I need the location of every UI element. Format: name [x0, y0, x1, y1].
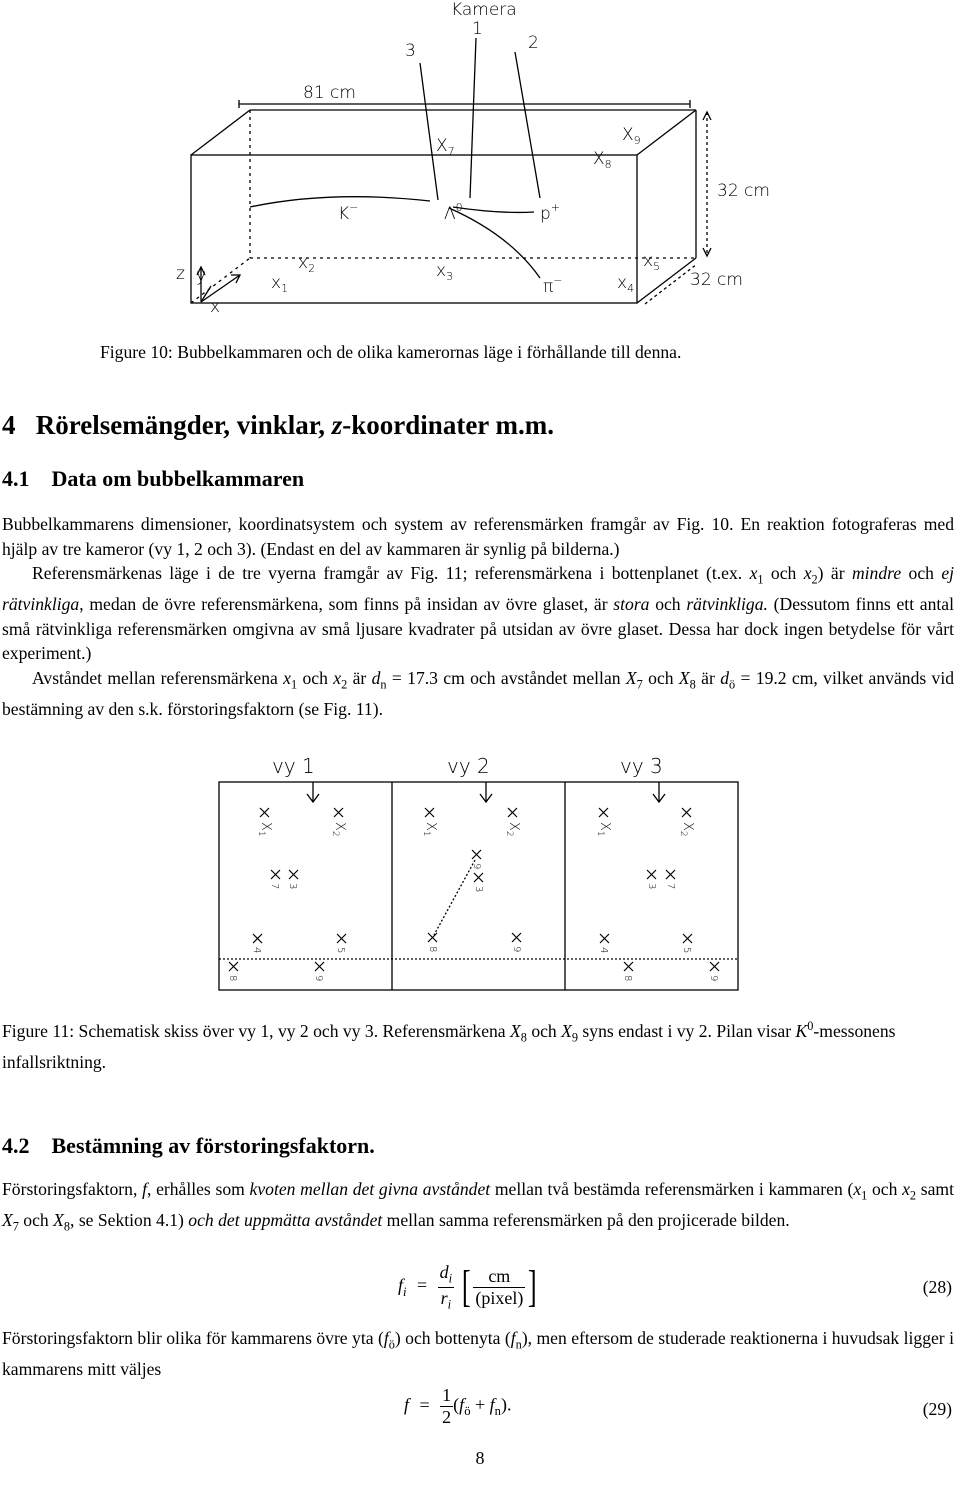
- document-page: Kamera 1 2 3 81 cm 32 cm 32 cm $X_7$ $X_8$ $X_9$ K− $\Lambda^0$ p+ π− $x_1$ $x_2$ $x_3$ $x_4$ $x_5$ z y x Figure 10: Bubbelkammaren och de olika kamerornas läge i förhållande till denna. 4 Rörelsemängder, vinklar, z-koordinater m.m. 4.1 Data om bubbelkammaren Bubbelkammarens dimensioner, koordinatsystem och system av referensmärken framgår av Fig. 10. En reaktion fotograferas med hjälp av tre kameror (vy 1, 2 och 3). (Endast en del av kammaren är synlig på bilderna.) Referensmärkenas läge i de tre vyerna framgår av Fig. 11; referensmärkena i bottenplanet (t.ex. $x_1$ och $x_2$) är mindre och ej rätvinkliga, medan de övre referensmärkena, som finns på insidan av övre glaset, är stora och rätvinkliga. (Dessutom finns ett antal små rätvinkliga referensmärken omgivna av små ljusare kvadrater på utsidan av övre glaset. Dessa har dock ingen betydelse för vårt experiment.) Avståndet mellan referensmärkena $x_1$ och $x_2$ är $d_n = 17.3$ cm och avståndet mellan $X_7$ och $X_8$ är $d_ö = 19.2$ cm, vilket används vid bestämning av den s.k. förstoringsfaktorn (se Fig. 11). vy 1 vy 2 vy 3 $X_1$ $X_2$ 7 3 4 5 8 9 $X_1$ $X_2$ 9 3 8 9 $X_1$ $X_2$ 3 7 4 5 8 9 Figure 11: Schematisk skiss över vy 1, vy 2 och vy 3. Referensmärkena $X_8$ och $X_9$ syns endast i vy 2. Pilan visar $K^0$-messonens infallsriktning. 4.2 Bestämning av förstoringsfaktorn. Förstoringsfaktorn, f, erhålles som kvoten mellan det givna avståndet mellan två bestämda referensmärken i kammaren ($x_1$ och $x_2$ samt $X_7$ och $X_8$, se Sektion 4.1) och det uppmätta avståndet mellan samma referensmärken på den projicerade bilden. $f_i$ = $\frac{d_i}{r_i}$ [ $\frac{cm}{\text{(pixel)}}$ ] (28) Förstoringsfaktorn blir olika för kammarens övre yta $(f_ö)$ och bottenyta $(f_n)$, men eftersom de studerade reaktionerna i huvudsak ligger i kammarens mitt väljes f = $\frac{1}{2}$ $(f_ö + f_n)$. (29) 8: [0, 0, 960, 1494]
- section-4-heading: 4 Rörelsemängder, vinklar, z-koordinater m.m.: [2, 410, 555, 440]
- label-vy3: vy 3: [620, 754, 663, 778]
- cross-x4-vy1: [253, 934, 262, 943]
- section-4-2-heading: 4.2 Bestämning av förstoringsfaktorn.: [2, 1133, 375, 1158]
- section-4-1-heading: 4.1 Data om bubbelkammaren: [2, 466, 305, 491]
- cross-x8-vy3: [624, 962, 633, 971]
- marker-x3: $x_3$: [436, 261, 454, 283]
- lbl-x9-vy3: 9: [708, 975, 719, 982]
- cross-x1-vy1: [260, 808, 269, 817]
- cross-x9-vy1: [315, 962, 324, 971]
- equation-28-number: (28): [922, 1277, 952, 1297]
- lbl-x7-vy3: 7: [665, 883, 676, 890]
- figure-10-bubble-chamber-diagram: [0, 0, 960, 330]
- cross-X9-vy2: [472, 850, 481, 859]
- lbl-x2-vy1: $X_2$: [330, 822, 347, 837]
- label-vy2: vy 2: [447, 754, 490, 778]
- label-vy1: vy 1: [272, 754, 315, 778]
- cross-x2-vy3: [682, 808, 691, 817]
- cross-x8-vy1: [229, 962, 238, 971]
- lbl-x4-vy3: 4: [598, 947, 609, 954]
- cross-x3-vy2: [474, 873, 483, 882]
- lbl-x8-vy3: 8: [622, 975, 633, 982]
- section-4-1-body: [2, 512, 954, 722]
- paragraph-3: Avståndet mellan referensmärkena $x_1$ och $x_2$ är $d_n = 17.3$ cm och avståndet mellan $X_7$ och $X_8$ är $d_ö = 19.2$ cm, vilket används vid bestämning av den s.k. förstoringsfaktorn (se Fig. 11).: [2, 668, 955, 720]
- lbl-x2-vy3: $X_2$: [678, 822, 695, 837]
- cross-x3-vy3: [647, 870, 656, 879]
- marker-x4: $x_4$: [617, 273, 635, 295]
- track-kminus: K−: [338, 201, 359, 224]
- chamber-front-face: [191, 155, 637, 303]
- paragraph-2: Referensmärkenas läge i de tre vyerna framgår av Fig. 11; referensmärkena i bottenplanet (t.ex. $x_1$ och $x_2$) är mindre och ej rätvinkliga, medan de övre referensmärkena, som finns på insidan av övre glaset, är stora och rätvinkliga. (Dessutom finns ett antal små rätvinkliga referensmärken omgivna av små ljusare kvadrater på utsidan av övre glaset. Dessa har dock ingen betydelse för vårt experiment.): [2, 563, 955, 664]
- marker-x2: $x_2$: [298, 253, 316, 275]
- label-width: 81 cm: [303, 83, 356, 103]
- cross-x7-vy3: [666, 870, 675, 879]
- cross-X8-vy2: [428, 933, 437, 942]
- marker-X8: $X_8$: [593, 149, 612, 171]
- axis-x-label: x: [210, 297, 221, 317]
- cross-x2-vy1: [334, 808, 343, 817]
- lbl-x5-vy1: 5: [335, 947, 346, 954]
- cross-x5-vy1: [337, 934, 346, 943]
- lbl-x5-vy3: 5: [681, 947, 692, 954]
- lbl-x3-vy2: 3: [473, 886, 484, 893]
- marker-x1: $x_1$: [271, 273, 289, 295]
- cross-x9-vy3: [710, 962, 719, 971]
- label-height: 32 cm: [717, 181, 770, 201]
- label-camera-1: 1: [472, 19, 483, 39]
- lbl-x3-vy3: 3: [646, 883, 657, 890]
- track-lambda: $\Lambda^0$: [444, 201, 463, 224]
- cross-x5-vy3: [683, 934, 692, 943]
- axis-y-label: y: [196, 266, 207, 286]
- cross-x9-vy2: [512, 933, 521, 942]
- equation-29-number: (29): [922, 1399, 952, 1419]
- cross-x2-vy2: [508, 808, 517, 817]
- track-pion: π−: [543, 274, 563, 297]
- cross-x1-vy2: [425, 808, 434, 817]
- track-proton: p+: [540, 201, 561, 224]
- cross-x4-vy3: [600, 934, 609, 943]
- figure-11-caption: Figure 11: Schematisk skiss över vy 1, vy 2 och vy 3. Referensmärkena $X_8$ och $X_9$ syns endast i vy 2. Pilan visar $K^0$-messonens infallsriktning.: [2, 1019, 896, 1072]
- label-depth: 32 cm: [690, 270, 743, 290]
- section-4-2-paragraph-2: Förstoringsfaktorn blir olika för kammarens övre yta $(f_ö)$ och bottenyta $(f_n)$, men eftersom de studerade reaktionerna i huvudsak ligger i kammarens mitt väljes: [2, 1328, 954, 1380]
- paragraph-1: Bubbelkammarens dimensioner, koordinatsystem och system av referensmärken framgår av Fig. 10. En reaktion fotograferas med hjälp av tre kameror (vy 1, 2 och 3). (Endast en del av kammaren är synlig på bilderna.): [2, 514, 954, 559]
- marker-x5: $x_5$: [643, 251, 661, 273]
- page-number: 8: [475, 1448, 485, 1468]
- lbl-x1-vy3: $X_1$: [595, 822, 612, 837]
- lbl-x1-vy1: $X_1$: [256, 822, 273, 837]
- lbl-x4-vy1: 4: [251, 947, 262, 954]
- lbl-x9-vy2: 9: [511, 946, 522, 953]
- cross-x1-vy3: [599, 808, 608, 817]
- lbl-X8-vy2: 8: [427, 946, 438, 953]
- lbl-x3-vy1: 3: [287, 883, 298, 890]
- lbl-x2-vy2: $X_2$: [504, 822, 521, 837]
- lbl-X9-vy2: 9: [471, 863, 482, 870]
- lbl-x8-vy1: 8: [227, 975, 238, 982]
- cross-x7-vy1: [271, 870, 280, 879]
- lbl-x1-vy2: $X_1$: [421, 822, 438, 837]
- marker-X7: $X_7$: [436, 136, 455, 158]
- figure-11-views-diagram: [0, 745, 960, 1000]
- lbl-x7-vy1: 7: [269, 883, 280, 890]
- axis-z-label: z: [176, 264, 185, 284]
- cross-x3-vy1: [289, 870, 298, 879]
- figure-10-caption: Figure 10: Bubbelkammaren och de olika kamerornas läge i förhållande till denna.: [100, 342, 682, 362]
- label-kamera: Kamera: [451, 0, 517, 20]
- section-4-2-paragraph-1: Förstoringsfaktorn, f, erhålles som kvoten mellan det givna avståndet mellan två bestämda referensmärken i kammaren ($x_1$ och $x_2$ samt $X_7$ och $X_8$, se Sektion 4.1) och det uppmätta avståndet mellan samma referensmärken på den projicerade bilden.: [2, 1179, 954, 1234]
- lbl-x9-vy1: 9: [313, 975, 324, 982]
- marker-X9: $X_9$: [622, 125, 641, 147]
- label-camera-3: 3: [405, 41, 416, 61]
- label-camera-2: 2: [528, 33, 539, 53]
